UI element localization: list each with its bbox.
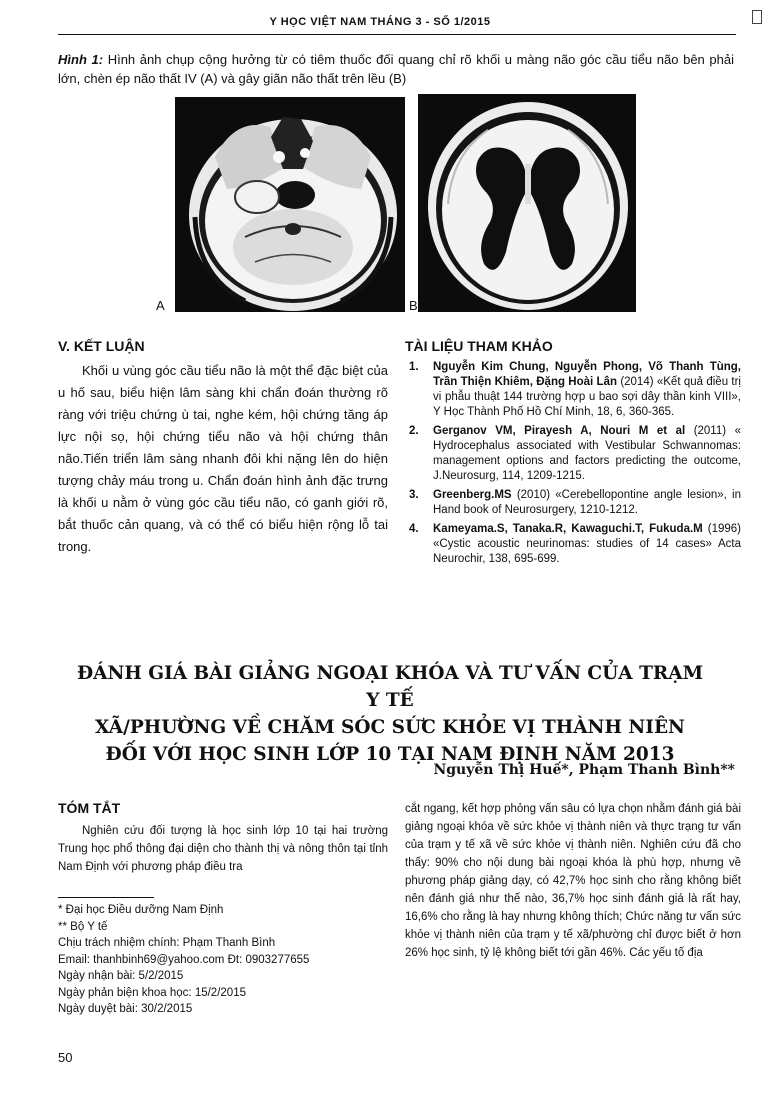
panel-label-a: A (156, 298, 165, 313)
reference-number: 3. (409, 489, 419, 501)
abstract-text-left: Nghiên cứu đối tượng là học sinh lớp 10 tại hai trường Trung học phổ thông đại diện cho thành thị và nông thôn tại tỉnh Nam Định với phương pháp điều tra (58, 825, 388, 873)
reference-authors: Nguyễn Kim Chung, Nguyễn Phong, Võ Thanh Tùng, Trần Thiện Khiêm, Đặng Hoài Lân (433, 361, 741, 388)
reference-text: (2010) «Cerebellopontine angle lesion», in Hand book of Neurosurgery, 1210-1212. (433, 489, 741, 516)
reference-number: 1. (409, 361, 419, 373)
reference-text: (2014) «Kết quả điều trị vi phẫu thuật 144 trường hợp u bao sợi dây thần kinh VIII», Y Học Thành Phố Hồ Chí Minh, 18, 6, 360-365. (433, 376, 741, 418)
mri-axial-posterior-fossa (175, 97, 405, 312)
footnote-rule (58, 897, 154, 898)
abstract-left (58, 800, 388, 876)
mri-panel-b (418, 94, 636, 312)
article-title-line-2: XÃ/PHƯỜNG VỀ CHĂM SÓC SỨC KHỎE VỊ THÀNH NIÊN (95, 717, 685, 738)
reference-text: (1996) «Cystic acoustic neurinomas: studies of 14 cases» Acta Neurochir, 138, 695-699. (433, 523, 741, 565)
reference-authors: Kameyama.S, Tanaka.R, Kawaguchi.T, Fukuda.M (433, 523, 703, 535)
reference-authors: Gerganov VM, Pirayesh A, Nouri M et al (433, 425, 686, 437)
reference-text: (2011) « Hydrocephalus associated with Vestibular Schwannomas: management options and factors predicting the outcome, J.Neurosurg, 114, 1209-1215. (433, 425, 741, 482)
header-rule (58, 34, 736, 35)
footnote-accepted: Ngày duyệt bài: 30/2/2015 (58, 1003, 193, 1015)
article-authors: Nguyễn Thị Huế*, Phạm Thanh Bình** (433, 762, 735, 778)
reference-item (405, 360, 741, 420)
panel-label-b: B (409, 298, 418, 313)
figure-caption (58, 50, 734, 88)
references-heading: TÀI LIỆU THAM KHẢO (405, 338, 553, 354)
reference-authors: Greenberg.MS (433, 489, 512, 501)
mri-axial-ventricles (418, 94, 636, 312)
abstract-text-right: cắt ngang, kết hợp phỏng vấn sâu có lựa chọn nhằm đánh giá bài giảng ngoại khóa về sức khỏe vị thành niên và thực trạng tư vấn của trạm y tế xã về sức khỏe vị thành niên. Nghiên cứu đã cho thấy: 90% cho nội dung bài ngoại khóa là phù hợp, nhưng về phương pháp giảng dạy, có 42,7% học sinh cho rằng không biết nên đánh giá như thế nào, 36,7% học sinh đánh giá là rất hay, 16,6% cho rằng là hay nhưng không thích; Chức năng tư vấn sức khỏe vị thành niên của trạm y tế xã/phường chỉ được biết ở hơn 26% học sinh, tỷ lệ không biết tới gần 46%. Các yếu tố địa (405, 803, 741, 959)
footnote-affiliation-2: ** Bộ Y tế (58, 920, 108, 933)
conclusion-section (58, 338, 388, 558)
scan-edge-mark (752, 10, 762, 24)
footnote-affiliation-1: * Đại học Điều dưỡng Nam Định (58, 904, 224, 916)
footnotes (58, 902, 388, 1018)
footnote-reviewed: Ngày phản biện khoa học: 15/2/2015 (58, 986, 246, 999)
article-title (70, 660, 710, 768)
abstract-right (405, 800, 741, 962)
running-head: Y HỌC VIỆT NAM THÁNG 3 - SỐ 1/2015 (269, 16, 491, 28)
footnote-responsible: Chịu trách nhiệm chính: Phạm Thanh Bình (58, 937, 276, 949)
reference-item (405, 424, 741, 484)
reference-list (405, 360, 741, 567)
reference-item (405, 522, 741, 567)
footnote-received: Ngày nhận bài: 5/2/2015 (58, 970, 184, 982)
reference-number: 2. (409, 425, 419, 437)
reference-number: 4. (409, 523, 419, 535)
article-title-line-1: ĐÁNH GIÁ BÀI GIẢNG NGOẠI KHÓA VÀ TƯ VẤN CỦA TRẠM Y TẾ (76, 663, 704, 711)
conclusion-heading: V. KẾT LUẬN (58, 338, 145, 354)
page-number: 50 (58, 1050, 73, 1065)
article-title-line-3: ĐỐI VỚI HỌC SINH LỚP 10 TẠI NAM ĐỊNH NĂM 2013 (105, 744, 675, 765)
conclusion-text: Khối u vùng góc cầu tiểu não là một thể đặc biệt của u hố sau, biểu hiện lâm sàng khi chẩn đoán thường rõ ràng với triệu chứng ù tai, nghe kém, hội chứng tăng áp lực nội sọ, hội chứng tiểu não và hội chứng thân não.Tiến triển lâm sàng nhanh đôi khi nặng lên do hiện tượng chảy máu trong u. Chẩn đoán hình ảnh đặc trưng là khối u nằm ở vùng góc cầu tiểu não, có ganh giới rõ, bắt thuốc cản quang, và có thể có biểu hiện rộng lỗ tai trong. (58, 363, 388, 554)
figure-caption-text: Hình ảnh chụp cộng hưởng từ có tiêm thuốc đối quang chỉ rõ khối u màng não góc cầu tiểu não bên phải lớn, chèn ép não thất IV (A) và gây giãn não thất trên lều (B) (58, 52, 734, 86)
references-section (405, 338, 741, 571)
footnote-contact: Email: thanhbinh69@yahoo.com Đt: 0903277655 (58, 953, 310, 966)
reference-item (405, 488, 741, 518)
abstract-heading: TÓM TẮT (58, 800, 121, 816)
figure-label: Hình 1: (58, 52, 104, 67)
mri-panel-a (175, 97, 405, 312)
